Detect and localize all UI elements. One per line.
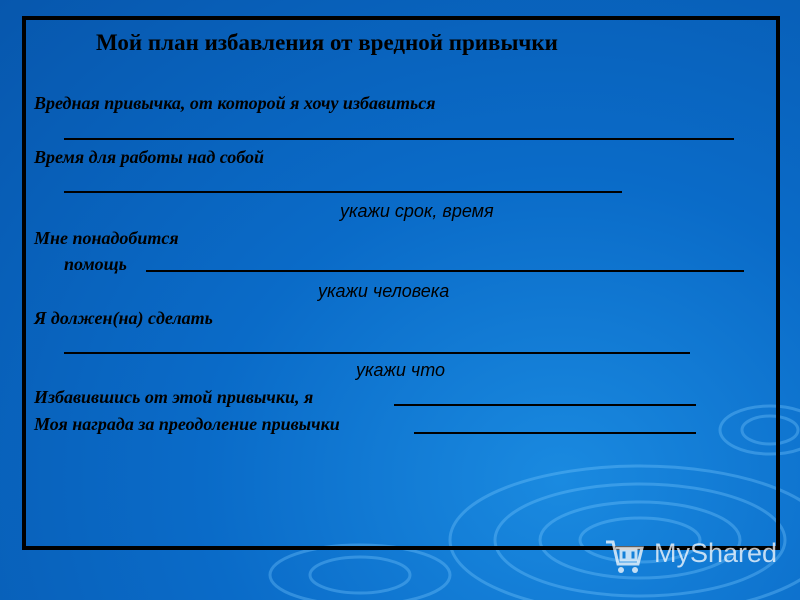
help-label-cont: помощь [64,254,127,274]
watermark [604,536,794,576]
page-title: Мой план избавления от вредной привычки [96,30,558,55]
time-hint: укажи срок, время [340,201,494,221]
cart-icon [604,536,646,576]
help-label: Мне понадобится [34,228,179,248]
must-do-answer-line[interactable] [64,352,690,354]
reward-label: Моя награда за преодоление привычки [34,414,340,434]
time-label: Время для работы над собой [34,147,265,167]
help-answer-line[interactable] [146,270,744,272]
time-answer-line[interactable] [64,191,622,193]
habit-answer-line[interactable] [64,138,734,140]
watermark-text: MyShared [654,538,778,568]
habit-label: Вредная привычка, от которой я хочу избавиться [34,93,436,113]
reward-answer-line[interactable] [414,432,696,434]
must-do-label: Я должен(на) сделать [34,308,213,328]
help-hint: укажи человека [318,281,450,301]
after-answer-line[interactable] [394,404,696,406]
must-do-hint: укажи что [356,360,446,380]
after-label: Избавившись от этой привычки, я [34,387,314,407]
